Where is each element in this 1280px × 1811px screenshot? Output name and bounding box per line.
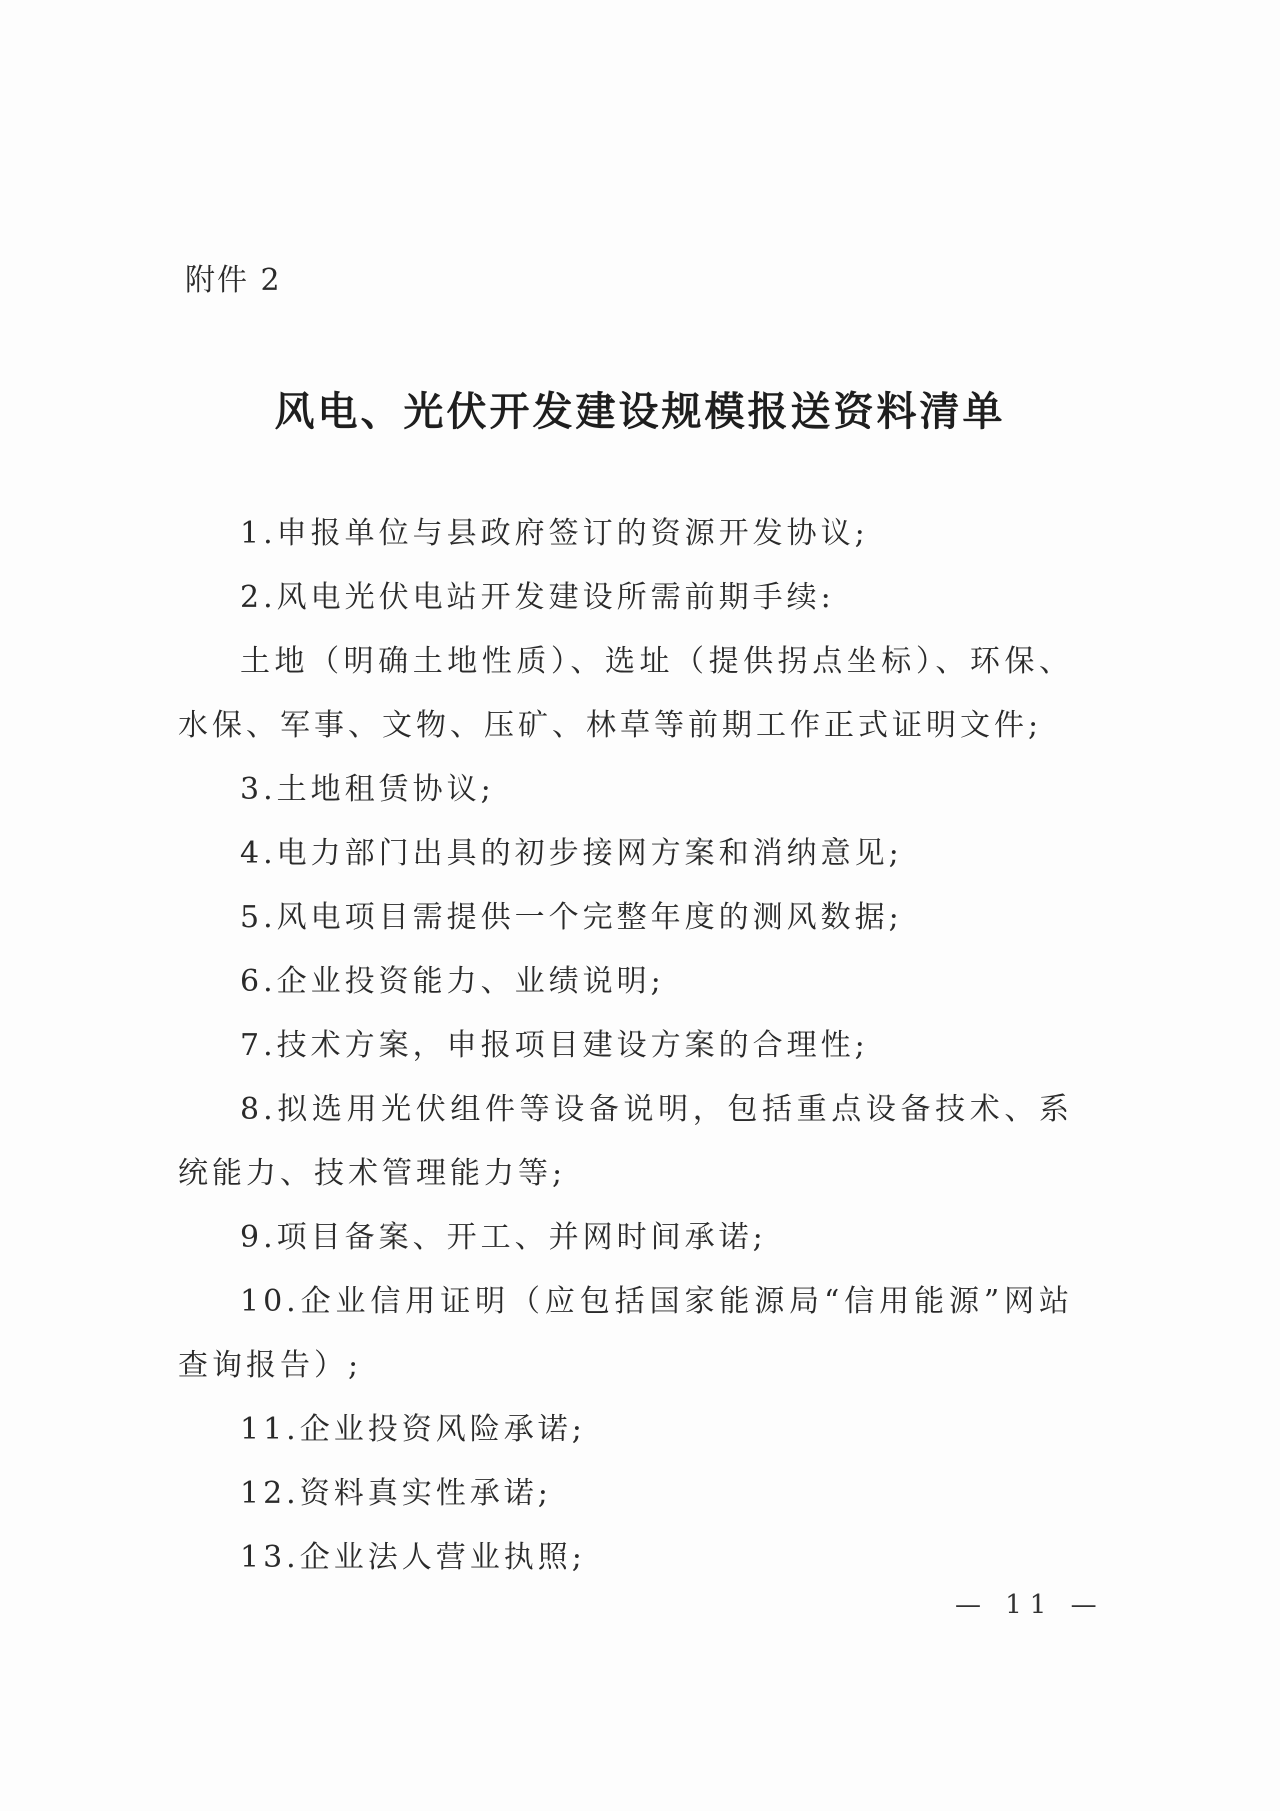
list-item: 5.风电项目需提供一个完整年度的测风数据; (240, 900, 903, 935)
list-item: 4.电力部门出具的初步接网方案和消纳意见; (240, 836, 903, 871)
list-item: 7.技术方案，申报项目建设方案的合理性; (240, 1028, 869, 1063)
document-title: 风电、光伏开发建设规模报送资料清单 (274, 388, 1006, 435)
list-item: 10.企业信用证明（应包括国家能源局“信用能源”网站查询报告）; (178, 1284, 1073, 1383)
list-item: 3.土地租赁协议; (240, 772, 495, 807)
list-item: 8.拟选用光伏组件等设备说明，包括重点设备技术、系统能力、技术管理能力等; (178, 1092, 1073, 1191)
list-item: 12.资料真实性承诺; (240, 1476, 552, 1511)
document-body (178, 502, 1073, 1590)
page-number: — 11 — (955, 1590, 1105, 1620)
list-item: 11.企业投资风险承诺; (240, 1412, 586, 1447)
list-item: 2.风电光伏电站开发建设所需前期手续: (240, 580, 835, 615)
attachment-label: 附件 2 (185, 263, 282, 298)
list-item: 13.企业法人营业执照; (240, 1540, 586, 1575)
list-item: 6.企业投资能力、业绩说明; (240, 964, 665, 999)
list-item: 1.申报单位与县政府签订的资源开发协议; (240, 516, 869, 551)
list-item: 9.项目备案、开工、并网时间承诺; (240, 1220, 767, 1255)
list-item: 土地（明确土地性质）、选址（提供拐点坐标）、环保、水保、军事、文物、压矿、林草等前期工作正式证明文件; (178, 644, 1073, 743)
